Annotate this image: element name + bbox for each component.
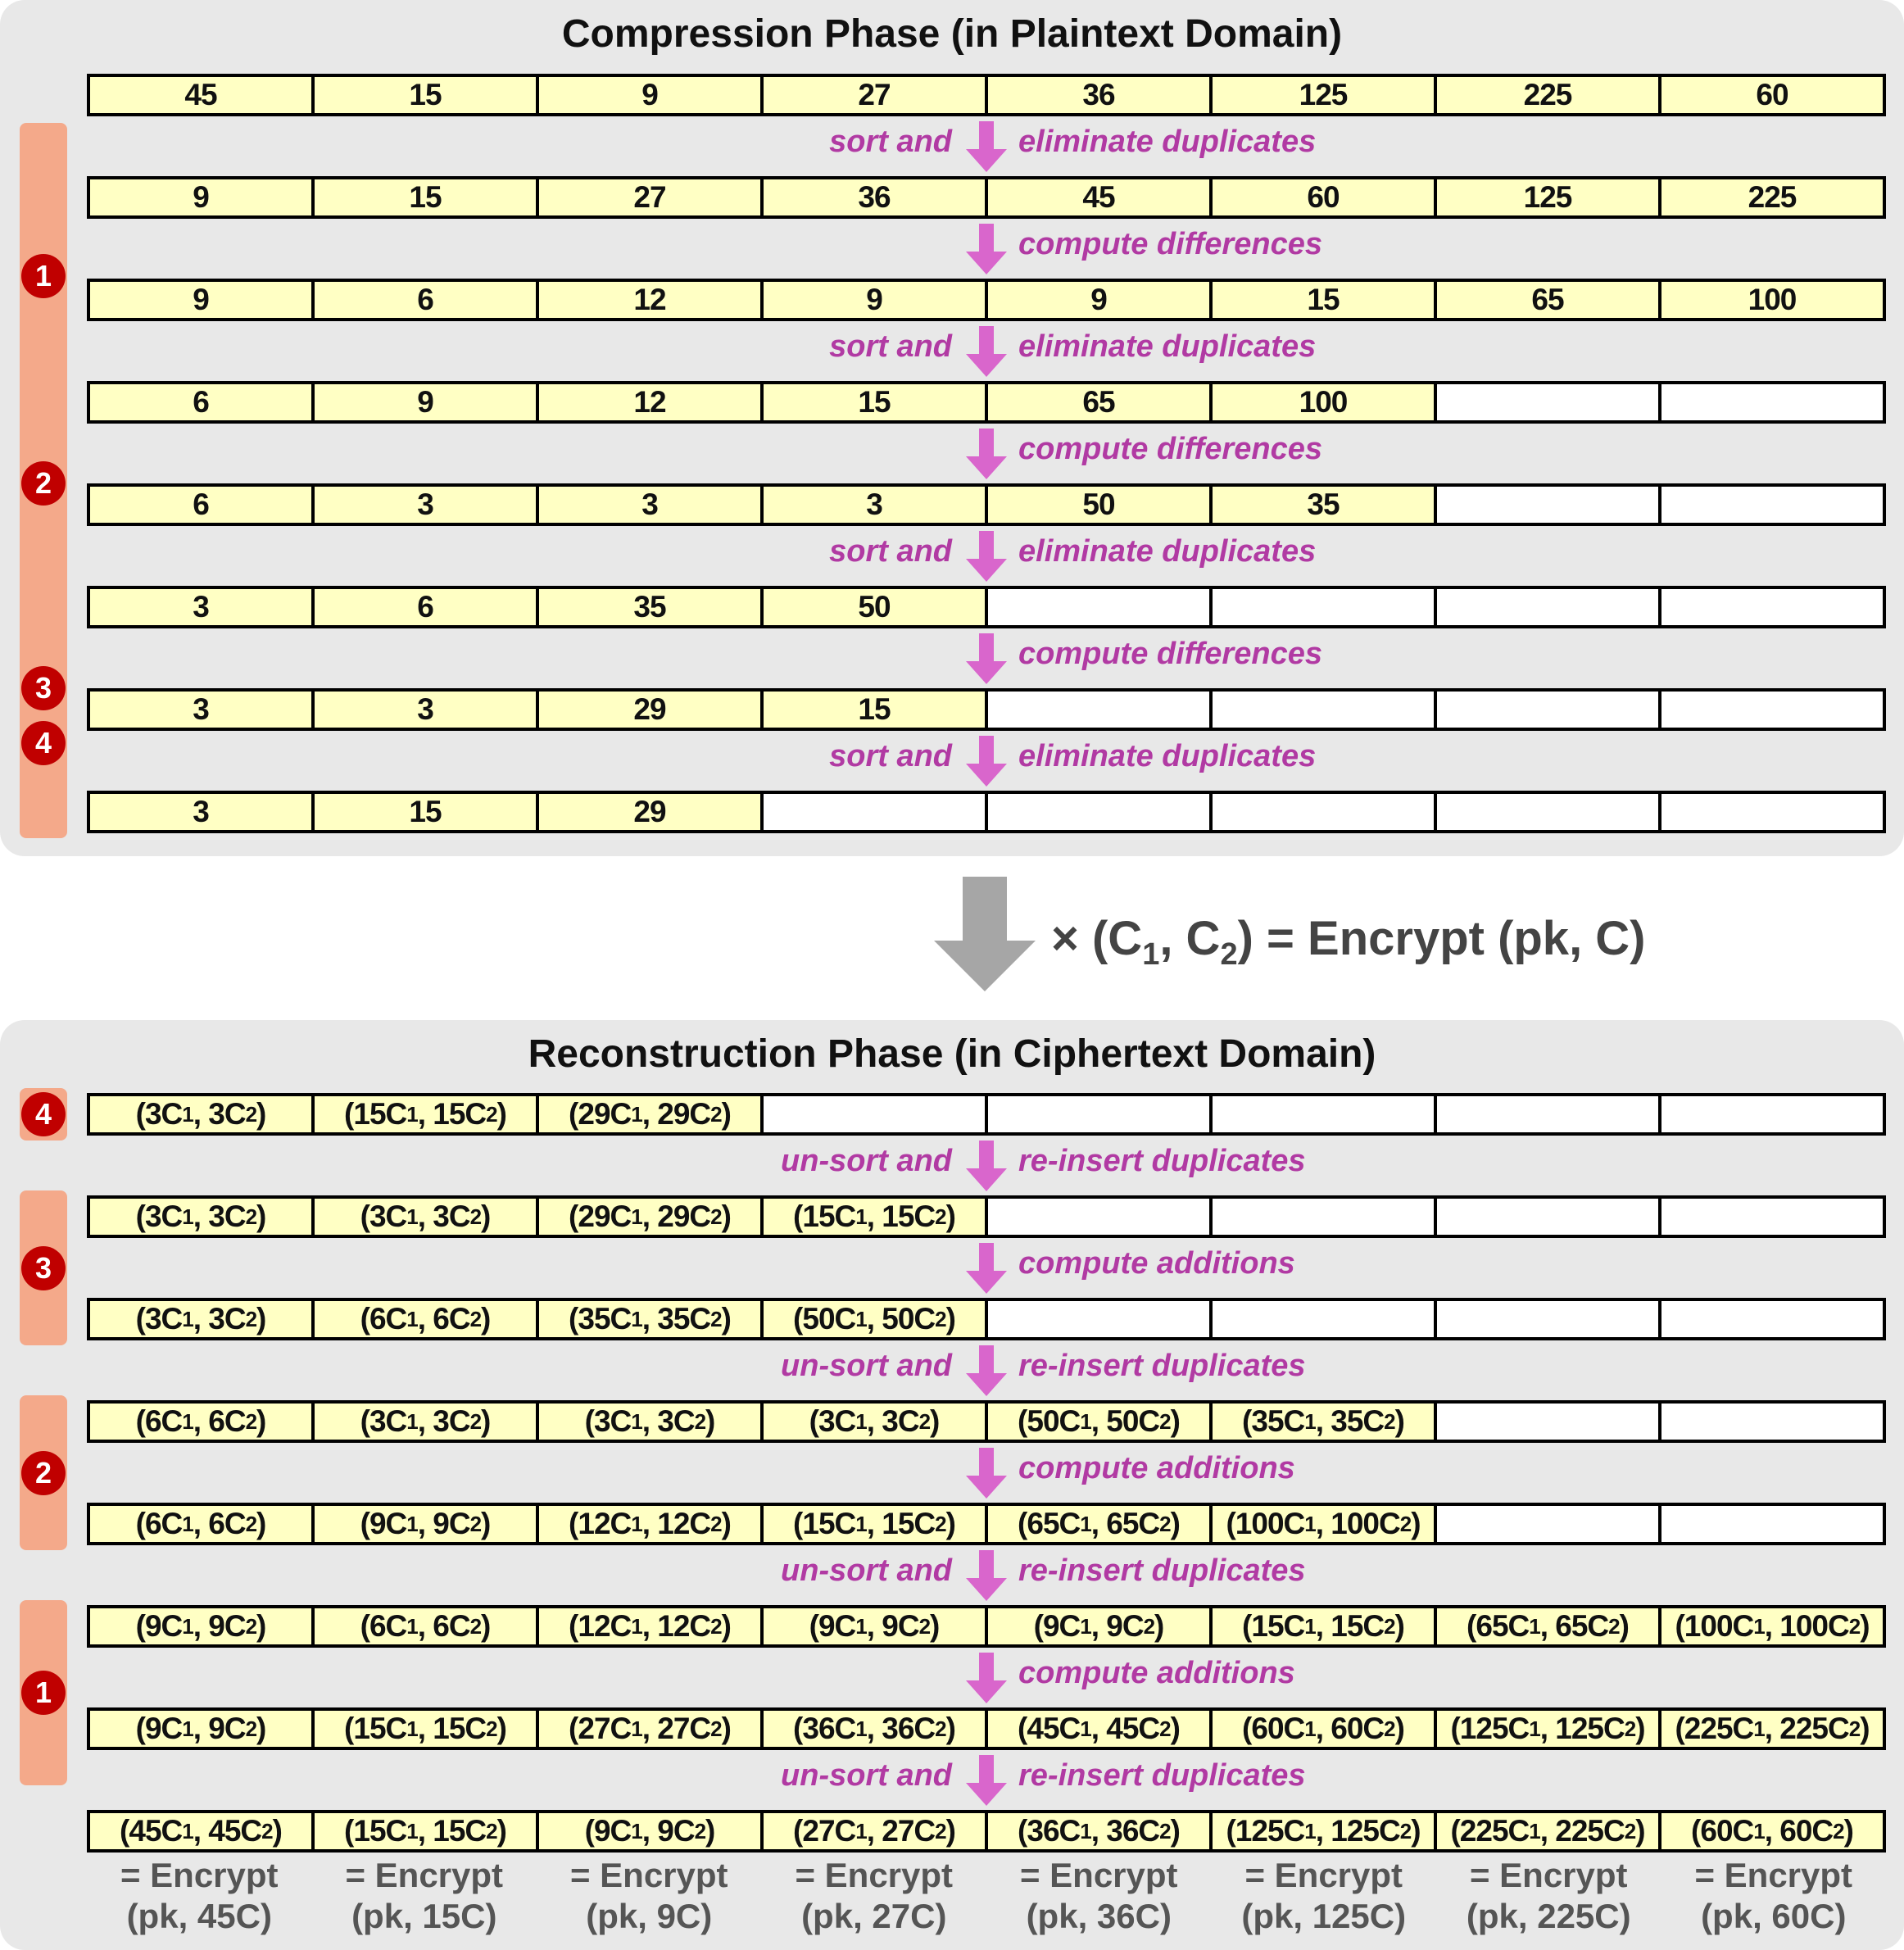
value-cell: (35C 1 , 35C 2 ) (1213, 1404, 1437, 1440)
step-number-badge: 1 (21, 1671, 66, 1715)
step-arrow-icon (966, 224, 1007, 274)
value-cell: (9C 1 , 9C 2 ) (315, 1506, 539, 1542)
value-cell: (9C 1 , 9C 2 ) (764, 1608, 988, 1644)
value-cell: 6 (90, 384, 315, 420)
operation-label (0, 1649, 1904, 1707)
step-arrow-icon (966, 1755, 1007, 1806)
value-cell: 15 (764, 384, 988, 420)
value-cell (1213, 1199, 1437, 1235)
compression-rows (0, 0, 1904, 856)
value-cell: 15 (315, 179, 539, 215)
value-row (87, 1093, 1886, 1136)
value-cell: 100 (1213, 384, 1437, 420)
value-cell: (3C 1 , 3C 2 ) (315, 1199, 539, 1235)
step-band (20, 538, 67, 838)
compression-title: Compression Phase (in Plaintext Domain) (561, 12, 1343, 56)
value-cell: (15C 1 , 15C 2 ) (315, 1096, 539, 1132)
step-arrow-icon (966, 1243, 1007, 1294)
value-cell: 3 (90, 692, 315, 728)
operation-text-right: eliminate duplicates (1018, 125, 1317, 159)
value-cell: 29 (539, 794, 764, 830)
value-cell: (6C 1 , 6C 2 ) (315, 1301, 539, 1337)
value-cell: (15C 1 , 15C 2 ) (315, 1711, 539, 1747)
value-row (87, 483, 1886, 526)
value-cell: (15C 1 , 15C 2 ) (1213, 1608, 1437, 1644)
value-cell (1437, 1506, 1661, 1542)
value-cell (764, 794, 988, 830)
operation-text-right: re-insert duplicates (1018, 1553, 1306, 1588)
value-cell (1661, 794, 1883, 830)
operation-label (0, 1547, 1904, 1604)
value-cell: (125C 1 , 125C 2 ) (1437, 1711, 1661, 1747)
value-cell: 9 (988, 282, 1213, 318)
transition (0, 877, 1904, 991)
value-cell: 27 (764, 77, 988, 113)
value-cell: 35 (1213, 487, 1437, 523)
value-cell: (29C 1 , 29C 2 ) (539, 1199, 764, 1235)
value-cell: 50 (764, 589, 988, 625)
value-cell: (6C 1 , 6C 2 ) (90, 1506, 315, 1542)
step-number-badge: 1 (21, 254, 66, 298)
value-cell: (9C 1 , 9C 2 ) (90, 1711, 315, 1747)
value-cell: (12C 1 , 12C 2 ) (539, 1608, 764, 1644)
value-cell: (225C 1 , 225C 2 ) (1437, 1813, 1661, 1849)
value-cell: (3C 1 , 3C 2 ) (90, 1199, 315, 1235)
value-cell: 3 (315, 487, 539, 523)
value-cell: 3 (764, 487, 988, 523)
value-cell: (15C 1 , 15C 2 ) (764, 1506, 988, 1542)
value-cell (988, 1199, 1213, 1235)
step-number-badge: 2 (21, 461, 66, 506)
value-cell (988, 794, 1213, 830)
encrypt-label: = Encrypt (pk, 60C) (1694, 1856, 1853, 1935)
operation-label (0, 528, 1904, 585)
reconstruction-panel (0, 1020, 1904, 1950)
operation-text-right: compute additions (1018, 1656, 1295, 1690)
value-cell (988, 1096, 1213, 1132)
value-cell: 100 (1661, 282, 1883, 318)
value-row (87, 688, 1886, 731)
compression-panel (0, 0, 1904, 856)
value-row (87, 1810, 1886, 1852)
value-cell (1437, 384, 1661, 420)
value-row (87, 279, 1886, 321)
value-cell (1437, 794, 1661, 830)
value-cell: 50 (988, 487, 1213, 523)
reconstruction-rows (0, 1020, 1904, 1950)
value-cell: (9C 1 , 9C 2 ) (539, 1813, 764, 1849)
operation-label (0, 323, 1904, 380)
operation-text-left: un-sort and (781, 1553, 952, 1588)
operation-text-left: un-sort and (781, 1144, 952, 1178)
step-band (20, 1190, 67, 1345)
step-arrow-icon (966, 1141, 1007, 1191)
value-cell: (6C 1 , 6C 2 ) (315, 1608, 539, 1644)
value-row (87, 586, 1886, 628)
value-cell: 3 (539, 487, 764, 523)
value-row (87, 176, 1886, 219)
step-arrow-icon (966, 121, 1007, 172)
step-number-badge: 3 (21, 1246, 66, 1290)
value-cell (1661, 1096, 1883, 1132)
value-cell (1661, 1301, 1883, 1337)
value-cell (1437, 1301, 1661, 1337)
value-cell: 9 (315, 384, 539, 420)
operation-label (0, 1444, 1904, 1502)
value-cell: (36C 1 , 36C 2 ) (764, 1711, 988, 1747)
value-cell: 125 (1213, 77, 1437, 113)
value-cell (1437, 692, 1661, 728)
value-cell: 15 (1213, 282, 1437, 318)
operation-text-right: eliminate duplicates (1018, 534, 1317, 569)
step-band (20, 1088, 67, 1141)
value-row (87, 791, 1886, 833)
value-cell: (65C 1 , 65C 2 ) (1437, 1608, 1661, 1644)
value-cell: 6 (315, 282, 539, 318)
step-arrow-icon (966, 633, 1007, 684)
value-cell: (3C 1 , 3C 2 ) (90, 1301, 315, 1337)
value-cell (1661, 1506, 1883, 1542)
step-number-badge: 3 (21, 666, 66, 710)
value-cell: 60 (1213, 179, 1437, 215)
operation-text-left: sort and (829, 329, 952, 364)
value-cell: 225 (1437, 77, 1661, 113)
value-cell: (45C 1 , 45C 2 ) (90, 1813, 315, 1849)
operation-text-right: eliminate duplicates (1018, 329, 1317, 364)
down-arrow-icon (934, 877, 1036, 991)
value-cell: 125 (1437, 179, 1661, 215)
value-cell: (3C 1 , 3C 2 ) (764, 1404, 988, 1440)
operation-label (0, 1137, 1904, 1195)
step-number-badge: 2 (21, 1451, 66, 1495)
value-cell: 9 (539, 77, 764, 113)
value-cell: (100C 1 , 100C 2 ) (1661, 1608, 1883, 1644)
operation-text-right: compute differences (1018, 637, 1322, 671)
step-number-badge: 4 (21, 1092, 66, 1136)
value-cell (1661, 692, 1883, 728)
value-cell (1437, 487, 1661, 523)
value-cell: 6 (315, 589, 539, 625)
value-cell: (35C 1 , 35C 2 ) (539, 1301, 764, 1337)
value-cell: 15 (315, 794, 539, 830)
value-cell (1661, 589, 1883, 625)
value-cell (1213, 794, 1437, 830)
operation-text-right: re-insert duplicates (1018, 1349, 1306, 1383)
value-cell: 3 (315, 692, 539, 728)
value-cell: (50C 1 , 50C 2 ) (764, 1301, 988, 1337)
value-cell: (50C 1 , 50C 2 ) (988, 1404, 1213, 1440)
value-cell: (3C 1 , 3C 2 ) (539, 1404, 764, 1440)
value-cell: (225C 1 , 225C 2 ) (1661, 1711, 1883, 1747)
value-cell (1213, 692, 1437, 728)
value-cell (1661, 1404, 1883, 1440)
value-cell: (3C 1 , 3C 2 ) (90, 1096, 315, 1132)
operation-label (0, 118, 1904, 175)
value-cell: (60C 1 , 60C 2 ) (1661, 1813, 1883, 1849)
value-cell: 9 (90, 282, 315, 318)
value-cell: (3C 1 , 3C 2 ) (315, 1404, 539, 1440)
operation-text-right: eliminate duplicates (1018, 739, 1317, 773)
operation-label (0, 732, 1904, 790)
value-cell (1213, 589, 1437, 625)
value-cell (1437, 1404, 1661, 1440)
value-cell: 29 (539, 692, 764, 728)
operation-text-left: sort and (829, 125, 952, 159)
operation-text-left: sort and (829, 534, 952, 569)
operation-label (0, 1342, 1904, 1399)
value-cell: 65 (988, 384, 1213, 420)
value-row (87, 1605, 1886, 1648)
step-arrow-icon (966, 1550, 1007, 1601)
operation-label (0, 425, 1904, 483)
value-cell: 15 (764, 692, 988, 728)
value-cell: 36 (764, 179, 988, 215)
operation-label (0, 630, 1904, 687)
value-cell: 45 (988, 179, 1213, 215)
value-cell: (15C 1 , 15C 2 ) (315, 1813, 539, 1849)
operation-text-right: compute additions (1018, 1246, 1295, 1281)
operation-label (0, 220, 1904, 278)
value-cell: 9 (764, 282, 988, 318)
value-cell: (12C 1 , 12C 2 ) (539, 1506, 764, 1542)
value-cell: (125C 1 , 125C 2 ) (1213, 1813, 1437, 1849)
step-arrow-icon (966, 326, 1007, 377)
value-cell: 12 (539, 384, 764, 420)
encrypt-label: = Encrypt (pk, 36C) (1019, 1856, 1178, 1935)
encrypt-label: = Encrypt (pk, 9C) (569, 1856, 728, 1935)
encrypt-label: = Encrypt (pk, 27C) (795, 1856, 954, 1935)
operation-text-right: compute additions (1018, 1451, 1295, 1485)
step-number-badge: 4 (21, 721, 66, 765)
operation-text-right: compute differences (1018, 432, 1322, 466)
value-cell (988, 692, 1213, 728)
value-cell (764, 1096, 988, 1132)
reconstruction-title: Reconstruction Phase (in Ciphertext Domain) (528, 1032, 1376, 1076)
value-row (87, 1503, 1886, 1545)
step-arrow-icon (966, 1653, 1007, 1703)
value-cell: 3 (90, 794, 315, 830)
encrypt-label: = Encrypt (pk, 225C) (1466, 1856, 1631, 1935)
value-cell: 12 (539, 282, 764, 318)
value-cell: (9C 1 , 9C 2 ) (988, 1608, 1213, 1644)
value-cell (1661, 384, 1883, 420)
value-cell: (9C 1 , 9C 2 ) (90, 1608, 315, 1644)
value-cell: 3 (90, 589, 315, 625)
encrypt-label: = Encrypt (pk, 125C) (1241, 1856, 1407, 1935)
value-cell (1437, 589, 1661, 625)
step-band (20, 1395, 67, 1550)
value-cell: (60C 1 , 60C 2 ) (1213, 1711, 1437, 1747)
value-cell: 6 (90, 487, 315, 523)
step-band (20, 1600, 67, 1785)
value-row (87, 1195, 1886, 1238)
value-cell: 15 (315, 77, 539, 113)
value-cell (988, 1301, 1213, 1337)
step-arrow-icon (966, 736, 1007, 787)
operation-label (0, 1752, 1904, 1809)
step-arrow-icon (966, 1448, 1007, 1499)
value-cell: (65C 1 , 65C 2 ) (988, 1506, 1213, 1542)
operation-text-left: un-sort and (781, 1349, 952, 1383)
value-cell: 27 (539, 179, 764, 215)
value-cell: 225 (1661, 179, 1883, 215)
step-arrow-icon (966, 1345, 1007, 1396)
value-cell: (27C 1 , 27C 2 ) (764, 1813, 988, 1849)
value-cell (1213, 1301, 1437, 1337)
value-cell: 45 (90, 77, 315, 113)
value-cell (1437, 1199, 1661, 1235)
operation-text-right: re-insert duplicates (1018, 1758, 1306, 1793)
value-row (87, 1400, 1886, 1443)
value-cell (1437, 1096, 1661, 1132)
encrypt-equation: × ($C_1$, $C_2$) = Encrypt (pk, C) (1051, 912, 1646, 972)
operation-text-right: re-insert duplicates (1018, 1144, 1306, 1178)
value-cell: (100C 1 , 100C 2 ) (1213, 1506, 1437, 1542)
value-cell: 65 (1437, 282, 1661, 318)
value-row (87, 1298, 1886, 1340)
value-cell: (27C 1 , 27C 2 ) (539, 1711, 764, 1747)
encrypt-label: = Encrypt (pk, 45C) (120, 1856, 279, 1935)
operation-text-left: sort and (829, 739, 952, 773)
value-cell: 9 (90, 179, 315, 215)
step-arrow-icon (966, 531, 1007, 582)
value-cell: 36 (988, 77, 1213, 113)
value-row (87, 1707, 1886, 1750)
value-cell (1213, 1096, 1437, 1132)
value-cell (988, 589, 1213, 625)
value-cell: (45C 1 , 45C 2 ) (988, 1711, 1213, 1747)
value-cell: (15C 1 , 15C 2 ) (764, 1199, 988, 1235)
operation-label (0, 1240, 1904, 1297)
value-cell: (29C 1 , 29C 2 ) (539, 1096, 764, 1132)
value-cell: 60 (1661, 77, 1883, 113)
value-row (87, 74, 1886, 116)
value-cell: 35 (539, 589, 764, 625)
step-arrow-icon (966, 429, 1007, 479)
operation-text-right: compute differences (1018, 227, 1322, 261)
operation-text-left: un-sort and (781, 1758, 952, 1793)
value-cell (1661, 487, 1883, 523)
value-cell: (6C 1 , 6C 2 ) (90, 1404, 315, 1440)
value-row (87, 381, 1886, 424)
encrypt-label: = Encrypt (pk, 15C) (345, 1856, 504, 1935)
value-cell (1661, 1199, 1883, 1235)
value-cell: (36C 1 , 36C 2 ) (988, 1813, 1213, 1849)
